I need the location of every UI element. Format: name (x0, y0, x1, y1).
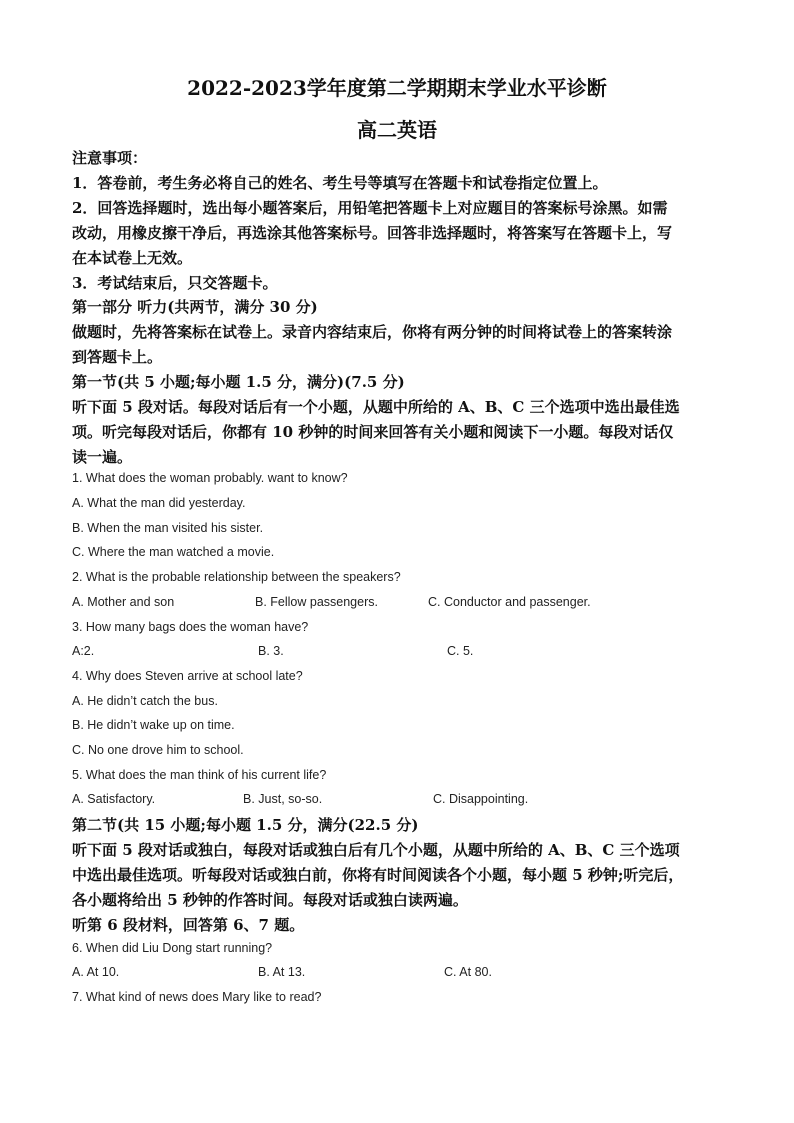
section1-heading: 第一节(共 5 小题;每小题 1.5 分，满分)(7.5 分) (72, 373, 405, 391)
section1-instruction-line-1: 听下面 5 段对话。每段对话后有一个小题，从题中所给的 A、B、C 三个选项中选出最佳选 (72, 398, 680, 416)
question-2-option-b: B. Fellow passengers. (255, 595, 378, 609)
question-6-option-c: C. At 80. (444, 965, 492, 979)
question-5-option-c: C. Disappointing. (433, 792, 529, 806)
notes-item-1: 1．答卷前，考生务必将自己的姓名、考生号等填写在答题卡和试卷指定位置上。 (72, 174, 608, 192)
part1-instruction-line-1: 做题时，先将答案标在试卷上。录音内容结束后，你将有两分钟的时间将试卷上的答案转涂 (72, 323, 673, 341)
section2-instruction-line-3: 各小题将给出 5 秒钟的作答时间。每段对话或独白读两遍。 (72, 891, 468, 909)
question-1-stem: 1. What does the woman probably. want to know? (72, 471, 348, 485)
question-3-option-b: B. 3. (258, 644, 284, 658)
notes-item-2-line-2: 改动，用橡皮擦干净后，再选涂其他答案标号。回答非选择题时，将答案写在答题卡上，写 (72, 224, 673, 242)
question-1-option-b: B. When the man visited his sister. (72, 521, 264, 535)
question-4-stem: 4. Why does Steven arrive at school late? (72, 669, 303, 683)
question-2-stem: 2. What is the probable relationship between the speakers? (72, 570, 401, 584)
section2-heading: 第二节(共 15 小题;每小题 1.5 分，满分(22.5 分) (72, 816, 419, 834)
question-6-option-b: B. At 13. (258, 965, 306, 979)
notes-item-3: 3．考试结束后，只交答题卡。 (72, 274, 278, 292)
question-3-option-a: A:2. (72, 644, 95, 658)
question-6-option-a: A. At 10. (72, 965, 120, 979)
exam-title: 2022-2023学年度第二学期期末学业水平诊断 (187, 76, 607, 100)
question-2-option-a: A. Mother and son (72, 595, 175, 609)
question-6-stem: 6. When did Liu Dong start running? (72, 941, 273, 955)
part1-heading: 第一部分 听力(共两节，满分 30 分) (72, 298, 318, 316)
notes-item-2-line-1: 2．回答选择题时，选出每小题答案后，用铅笔把答题卡上对应题目的答案标号涂黑。如需 (72, 199, 668, 217)
question-4-option-b: B. He didn’t wake up on time. (72, 718, 235, 732)
question-7-stem: 7. What kind of news does Mary like to read? (72, 990, 322, 1004)
notes-heading: 注意事项： (72, 149, 148, 167)
question-4-option-a: A. He didn’t catch the bus. (72, 694, 218, 708)
question-3-stem: 3. How many bags does the woman have? (72, 620, 309, 634)
section2-instruction-line-2: 中选出最佳选项。听每段对话或独白前，你将有时间阅读各个小题，每小题 5 秒钟;听完后， (72, 866, 684, 884)
question-1-option-a: A. What the man did yesterday. (72, 496, 246, 510)
part1-instruction-line-2: 到答题卡上。 (72, 348, 163, 366)
question-2-option-c: C. Conductor and passenger. (428, 595, 591, 609)
question-5-stem: 5. What does the man think of his current life? (72, 768, 327, 782)
question-5-option-b: B. Just, so-so. (243, 792, 323, 806)
exam-subtitle: 高二英语 (357, 118, 437, 142)
question-1-option-c: C. Where the man watched a movie. (72, 545, 275, 559)
material-6-heading: 听第 6 段材料，回答第 6、7 题。 (72, 916, 305, 934)
section1-instruction-line-3: 读一遍。 (72, 448, 133, 466)
question-5-option-a: A. Satisfactory. (72, 792, 156, 806)
question-3-option-c: C. 5. (447, 644, 474, 658)
notes-item-2-line-3: 在本试卷上无效。 (72, 249, 193, 267)
section2-instruction-line-1: 听下面 5 段对话或独白，每段对话或独白后有几个小题，从题中所给的 A、B、C 三个选项 (72, 841, 680, 859)
section1-instruction-line-2: 项。听完每段对话后，你都有 10 秒钟的时间来回答有关小题和阅读下一小题。每段对话仅 (72, 423, 674, 441)
question-4-option-c: C. No one drove him to school. (72, 743, 244, 757)
